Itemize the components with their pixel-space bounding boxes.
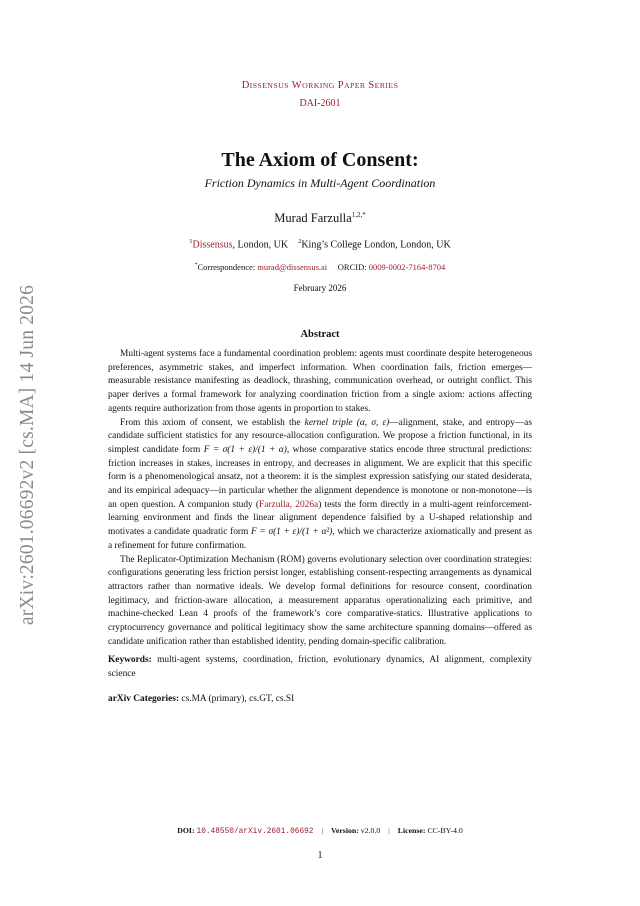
abstract-paragraph-3: The Replicator-Optimization Mechanism (ROM) governs evolutionary selection over coordination strategies: configurations generating less friction persist longer, establishing consent-respecting arrangements as dynamical attractors rather than normative ideals. We develop formal definitions for resource consent, coordination legitimacy, and friction-aware allocation, a measurement apparatus operationalizing each primitive, and machine-checked Lean 4 proofs of the framework’s core comparative-statics. Illustrative applications to cryptocurrency governance and political legitimacy show the same architecture spanning domains—offered as candidate unification rather than established identity, pending domain-specific calibration.	[108, 554, 532, 647]
affiliation-2: King’s College London, London, UK	[301, 239, 451, 251]
abstract-body	[108, 348, 532, 707]
contact-line	[0, 262, 640, 272]
paper-subtitle: Friction Dynamics in Multi-Agent Coordination	[204, 176, 436, 190]
author-marks: 1,2,*	[351, 211, 366, 219]
orcid-label: ORCID:	[337, 262, 369, 272]
categories-label: arXiv Categories:	[108, 693, 180, 704]
keywords-list: multi-agent systems, coordination, friction, evolutionary dynamics, AI alignment, complexity science	[108, 655, 532, 680]
email-link[interactable]: murad@dissensus.ai	[257, 262, 328, 272]
paper-title: The Axiom of Consent:	[221, 149, 419, 171]
footer-separator: |	[321, 826, 324, 835]
doi-link[interactable]: 10.48550/arXiv.2601.06692	[196, 828, 314, 836]
arxiv-identifier: arXiv:2601.06692v2 [cs.MA] 14 Jun 2026	[17, 284, 39, 626]
footer-metadata	[0, 826, 640, 836]
abstract-heading: Abstract	[300, 329, 340, 340]
license-value: CC-BY-4.0	[427, 826, 463, 835]
keywords	[108, 654, 532, 681]
affiliation-1-link[interactable]: Dissensus	[192, 239, 233, 251]
author-line	[0, 211, 640, 226]
doi-label: DOI:	[177, 826, 195, 835]
affiliation-1-location: , London, UK	[232, 239, 289, 251]
correspondence-mark: *	[194, 262, 198, 269]
friction-formula-quadratic: F = σ(1 + ε)/(1 + α²)	[251, 527, 333, 538]
license-label: License:	[397, 826, 426, 835]
correspondence-label: Correspondence:	[197, 262, 258, 272]
arxiv-categories	[108, 693, 532, 707]
abstract-paragraph-1: Multi-agent systems face a fundamental coordination problem: agents must coordinate despite heterogeneous preferences, asymmetric stakes, and imperfect information. When coordination fails, friction emerges—measurable resistance manifesting as deadlock, thrashing, communication overhead, or outright conflict. This paper derives a formal framework for analyzing coordination friction from a single axiom: actions affecting agents require authorization from those agents in proportion to stakes.	[108, 349, 532, 414]
keywords-label: Keywords:	[108, 655, 152, 666]
affiliation-1-mark: 1	[189, 238, 193, 245]
footer-separator: |	[388, 826, 390, 835]
affiliation-2-mark: 2	[298, 238, 302, 245]
version-label: Version:	[330, 826, 359, 835]
kernel-triple-symbols: (α, σ, ε)	[352, 417, 390, 428]
kernel-triple-term: kernel triple	[304, 417, 353, 428]
categories-list: cs.MA (primary), cs.GT, cs.SI	[179, 693, 295, 704]
friction-formula-linear: F = σ(1 + ε)/(1 + α)	[203, 444, 287, 455]
author-name: Murad Farzulla	[274, 211, 352, 226]
series-name: DISSENSUS WORKING PAPER SERIES	[241, 80, 399, 91]
abstract-paragraph-2: From this axiom of consent, we establish the kernel triple (α, σ, ε)—alignment, stake, and entropy—as candidate sufficient statistics for any resource-allocation configuration. We propose a friction functional, in its simplest candidate form F = σ(1 + ε)/(1 + α), whose comparative statics encode three structural predictions: friction increases in stakes, increases in entropy, and decreases in alignment. We are explicit that this specific form is a phenomenological ansatz, not a theorem: it is the simplest expression satisfying our stated desiderata, and its empirical adequacy—in particular whether the alignment dependence is monotone or non-monotone—is an open question. A companion study (Farzulla, 2026a) tests the form directly in a multi-agent reinforcement-learning environment and finds the linear alignment dependence falsified by a U-shaped relationship and motivates a candidate quadratic form F = σ(1 + ε)/(1 + α²), which we characterize axiomatically and present as a refinement for future confirmation.	[108, 417, 533, 551]
arxiv-side-stamp	[6, 258, 50, 652]
series-number: DAI-2601	[299, 98, 341, 109]
publication-date: February 2026	[293, 283, 347, 293]
orcid-link[interactable]: 0009-0002-7164-8704	[368, 262, 446, 272]
affiliations	[0, 238, 640, 250]
page-number: 1	[317, 850, 323, 861]
version-value: v2.0.0	[360, 826, 381, 835]
citation-link[interactable]: Farzulla, 2026a	[259, 499, 319, 510]
